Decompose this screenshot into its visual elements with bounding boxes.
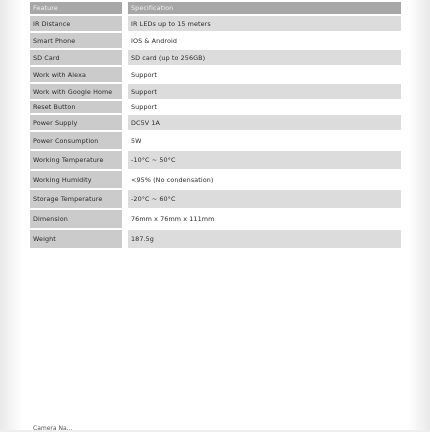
feature-cell: Storage Temperature — [30, 190, 122, 208]
feature-cell: Working Humidity — [30, 171, 122, 188]
table-row — [30, 33, 401, 48]
spec-cell: -20°C ~ 60°C — [128, 190, 401, 208]
table-row — [30, 171, 401, 188]
feature-cell: Working Temperature — [30, 151, 122, 169]
spec-cell: <95% (No condensation) — [131, 175, 214, 184]
feature-cell: Work with Alexa — [30, 67, 122, 82]
table-row — [30, 84, 401, 99]
spec-cell: 76mm x 76mm x 111mm — [131, 215, 215, 223]
feature-cell: SD Card — [30, 50, 122, 65]
feature-cell: Power Supply — [30, 115, 122, 130]
feature-cell: Reset Button — [30, 101, 122, 113]
feature-cell: Power Consumption — [30, 132, 122, 149]
table-row — [30, 50, 401, 65]
feature-cell: IR Distance — [30, 16, 122, 31]
spec-cell: Support — [131, 103, 157, 111]
spec-cell: Support — [131, 70, 157, 79]
table-row — [30, 132, 401, 149]
table-row — [30, 151, 401, 169]
table-row — [30, 190, 401, 208]
spec-cell: Support — [128, 84, 401, 99]
feature-column-header: Feature — [30, 2, 122, 14]
specification-table — [30, 2, 401, 250]
spec-cell: SD card (up to 256GB) — [128, 50, 401, 65]
spec-cell: IOS & Android — [131, 36, 178, 45]
table-header-row — [30, 2, 401, 14]
spec-cell: -10°C ~ 50°C — [128, 151, 401, 169]
table-row — [30, 115, 401, 130]
table-row — [30, 16, 401, 31]
table-row — [30, 230, 401, 248]
table-row — [30, 67, 401, 82]
feature-cell: Dimension — [30, 210, 122, 228]
specification-column-header: Specification — [128, 2, 401, 14]
table-row — [30, 101, 401, 113]
spec-cell: DC5V 1A — [128, 115, 401, 130]
feature-cell: Work with Google Home — [30, 84, 122, 99]
table-row — [30, 210, 401, 228]
footer-caption: Camera Na... — [33, 425, 73, 432]
feature-cell: Weight — [30, 230, 122, 248]
spec-cell: 187.5g — [128, 230, 401, 248]
spec-cell: 5W — [131, 136, 142, 145]
feature-cell: Smart Phone — [30, 33, 122, 48]
spec-cell: IR LEDs up to 15 meters — [128, 16, 401, 31]
